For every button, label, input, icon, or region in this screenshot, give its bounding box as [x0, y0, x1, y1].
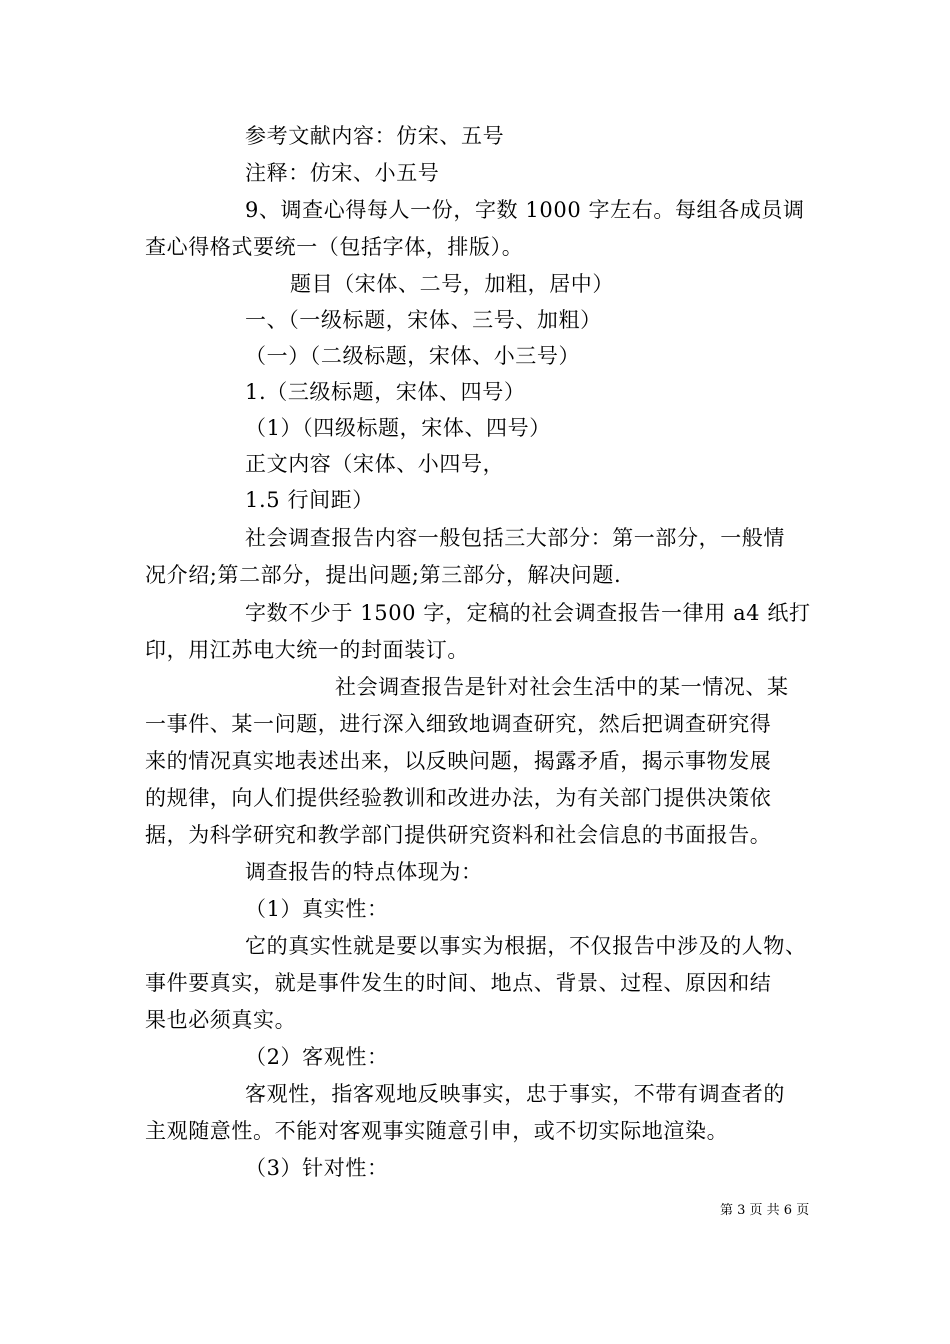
- section-label-line: （3）针对性：: [245, 1156, 389, 1180]
- paragraph-line: 一事件、某一问题，进行深入细致地调查研究，然后把调查研究得: [145, 712, 772, 736]
- heading-format-line: （一）（二级标题，宋体、小三号）: [245, 344, 581, 368]
- paragraph-line: 字数不少于 1500 字，定稿的社会调查报告一律用 a4 纸打: [245, 601, 811, 625]
- paragraph-line: 调查报告的特点体现为：: [245, 860, 483, 884]
- heading-format-line: 1.（三级标题，宋体、四号）: [245, 380, 526, 404]
- paragraph-line: 查心得格式要统一（包括字体，排版）。: [145, 235, 524, 259]
- section-label-line: （1）真实性：: [245, 897, 389, 921]
- paragraph-line: 况介绍;第二部分，提出问题;第三部分，解决问题.: [145, 563, 622, 587]
- paragraph-line: 参考文献内容：仿宋、五号: [245, 124, 505, 148]
- paragraph-line: 客观性，指客观地反映事实，忠于事实，不带有调查者的: [245, 1082, 785, 1106]
- section-label-line: （2）客观性：: [245, 1045, 389, 1069]
- paragraph-line: 来的情况真实地表述出来，以反映问题，揭露矛盾，揭示事物发展: [145, 749, 772, 773]
- paragraph-line: 社会调查报告是针对社会生活中的某一情况、某: [335, 675, 789, 699]
- heading-format-line: （1）（四级标题，宋体、四号）: [245, 416, 551, 440]
- page-number: 第 3 页 共 6 页: [720, 1203, 810, 1218]
- paragraph-line: 1.5 行间距）: [245, 488, 374, 512]
- paragraph-line: 它的真实性就是要以事实为根据，不仅报告中涉及的人物、: [245, 934, 807, 958]
- paragraph-line: 印，用江苏电大统一的封面装订。: [145, 638, 469, 662]
- heading-format-line: 一、（一级标题，宋体、三号、加粗）: [245, 308, 602, 332]
- paragraph-line: 注释：仿宋、小五号: [245, 161, 440, 185]
- paragraph-line: 据，为科学研究和教学部门提供研究资料和社会信息的书面报告。: [145, 823, 772, 847]
- paragraph-line: 正文内容（宋体、小四号，: [245, 452, 505, 476]
- paragraph-line: 事件要真实，就是事件发生的时间、地点、背景、过程、原因和结: [145, 971, 772, 995]
- paragraph-line: 社会调查报告内容一般包括三大部分：第一部分，一般情: [245, 526, 785, 550]
- paragraph-line: 的规律，向人们提供经验教训和改进办法，为有关部门提供决策依: [145, 786, 772, 810]
- title-format-line: 题目（宋体、二号，加粗，居中）: [290, 272, 614, 296]
- paragraph-line: 果也必须真实。: [145, 1008, 297, 1032]
- paragraph-line: 主观随意性。不能对客观事实随意引申，或不切实际地渲染。: [145, 1119, 729, 1143]
- paragraph-line: 9、调查心得每人一份，字数 1000 字左右。每组各成员调: [245, 198, 805, 222]
